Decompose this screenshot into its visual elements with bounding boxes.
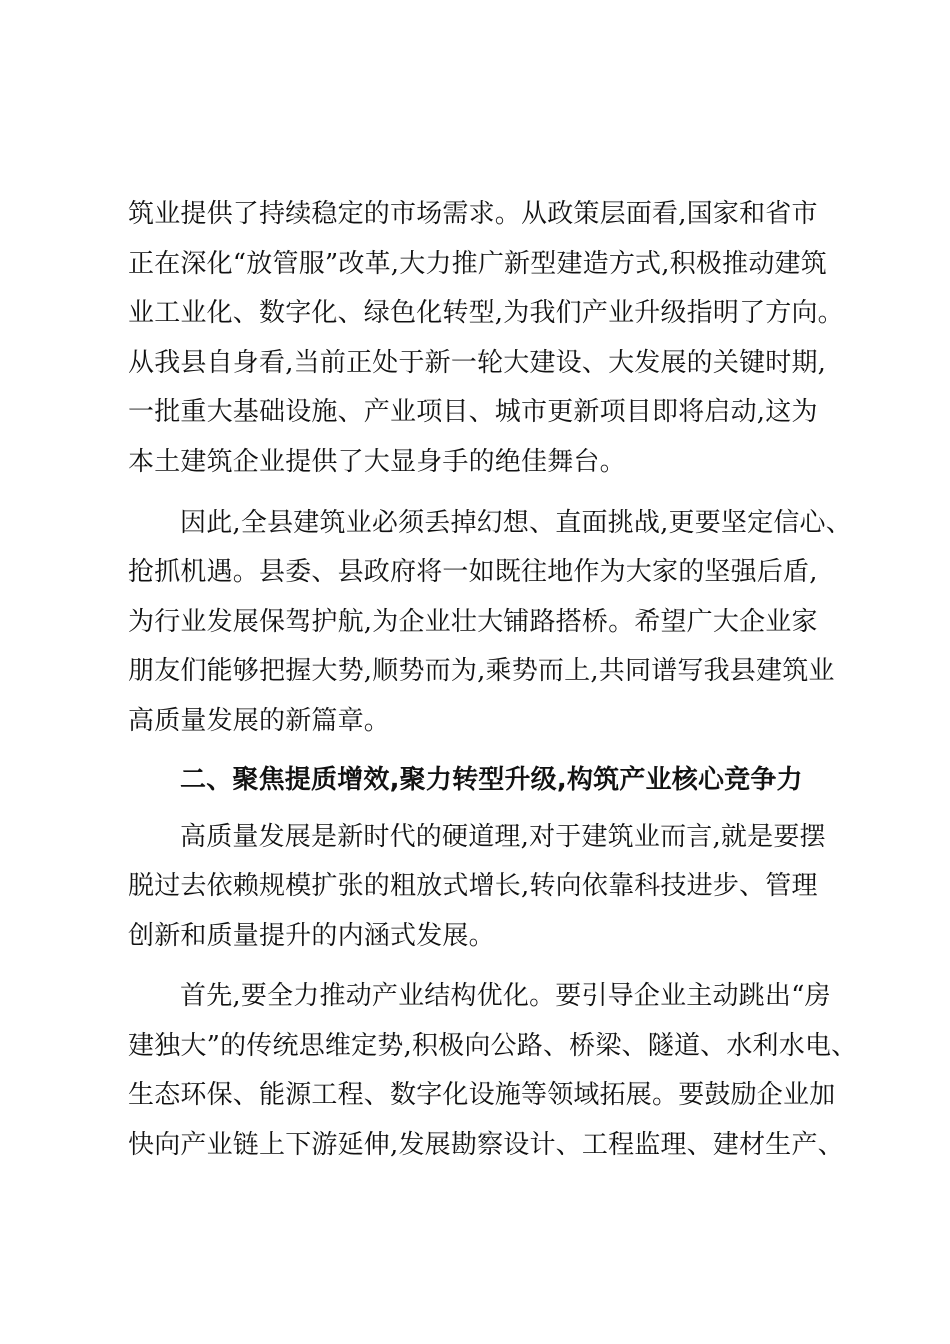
paragraph-line: 一批重大基础设施、产业项目、城市更新项目即将启动,这为 bbox=[128, 397, 818, 427]
paragraph-line: 抢抓机遇。县委、县政府将一如既往地作为大家的坚强后盾, bbox=[128, 557, 818, 587]
paragraph-line: 高质量发展是新时代的硬道理,对于建筑业而言,就是要摆 bbox=[180, 822, 826, 852]
paragraph-line: 因此,全县建筑业必须丢掉幻想、直面挑战,更要坚定信心、 bbox=[180, 508, 852, 538]
paragraph-line: 业工业化、数字化、绿色化转型,为我们产业升级指明了方向。 bbox=[128, 298, 844, 328]
paragraph-line: 建独大”的传统思维定势,积极向公路、桥梁、隧道、水利水电、 bbox=[128, 1031, 858, 1061]
paragraph-line: 正在深化“放管服”改革,大力推广新型建造方式,积极推动建筑 bbox=[128, 249, 827, 279]
paragraph-line: 从我县自身看,当前正处于新一轮大建设、大发展的关键时期, bbox=[128, 348, 827, 378]
paragraph-line: 生态环保、能源工程、数字化设施等领域拓展。要鼓励企业加 bbox=[128, 1080, 836, 1110]
paragraph-line: 创新和质量提升的内涵式发展。 bbox=[128, 921, 495, 951]
paragraph-line: 为行业发展保驾护航,为企业壮大铺路搭桥。希望广大企业家 bbox=[128, 607, 818, 637]
paragraph-line: 朋友们能够把握大势,顺势而为,乘势而上,共同谱写我县建筑业 bbox=[128, 656, 835, 686]
section-heading: 二、聚焦提质增效,聚力转型升级,构筑产业核心竞争力 bbox=[180, 765, 803, 795]
paragraph-line: 脱过去依赖规模扩张的粗放式增长,转向依靠科技进步、管理 bbox=[128, 871, 818, 901]
paragraph-line: 本土建筑企业提供了大显身手的绝佳舞台。 bbox=[128, 447, 626, 477]
paragraph-line: 快向产业链上下游延伸,发展勘察设计、工程监理、建材生产、 bbox=[128, 1130, 844, 1160]
paragraph-line: 高质量发展的新篇章。 bbox=[128, 706, 391, 736]
paragraph-line: 首先,要全力推动产业结构优化。要引导企业主动跳出“房 bbox=[180, 981, 831, 1011]
paragraph-line: 筑业提供了持续稳定的市场需求。从政策层面看,国家和省市 bbox=[128, 199, 818, 229]
